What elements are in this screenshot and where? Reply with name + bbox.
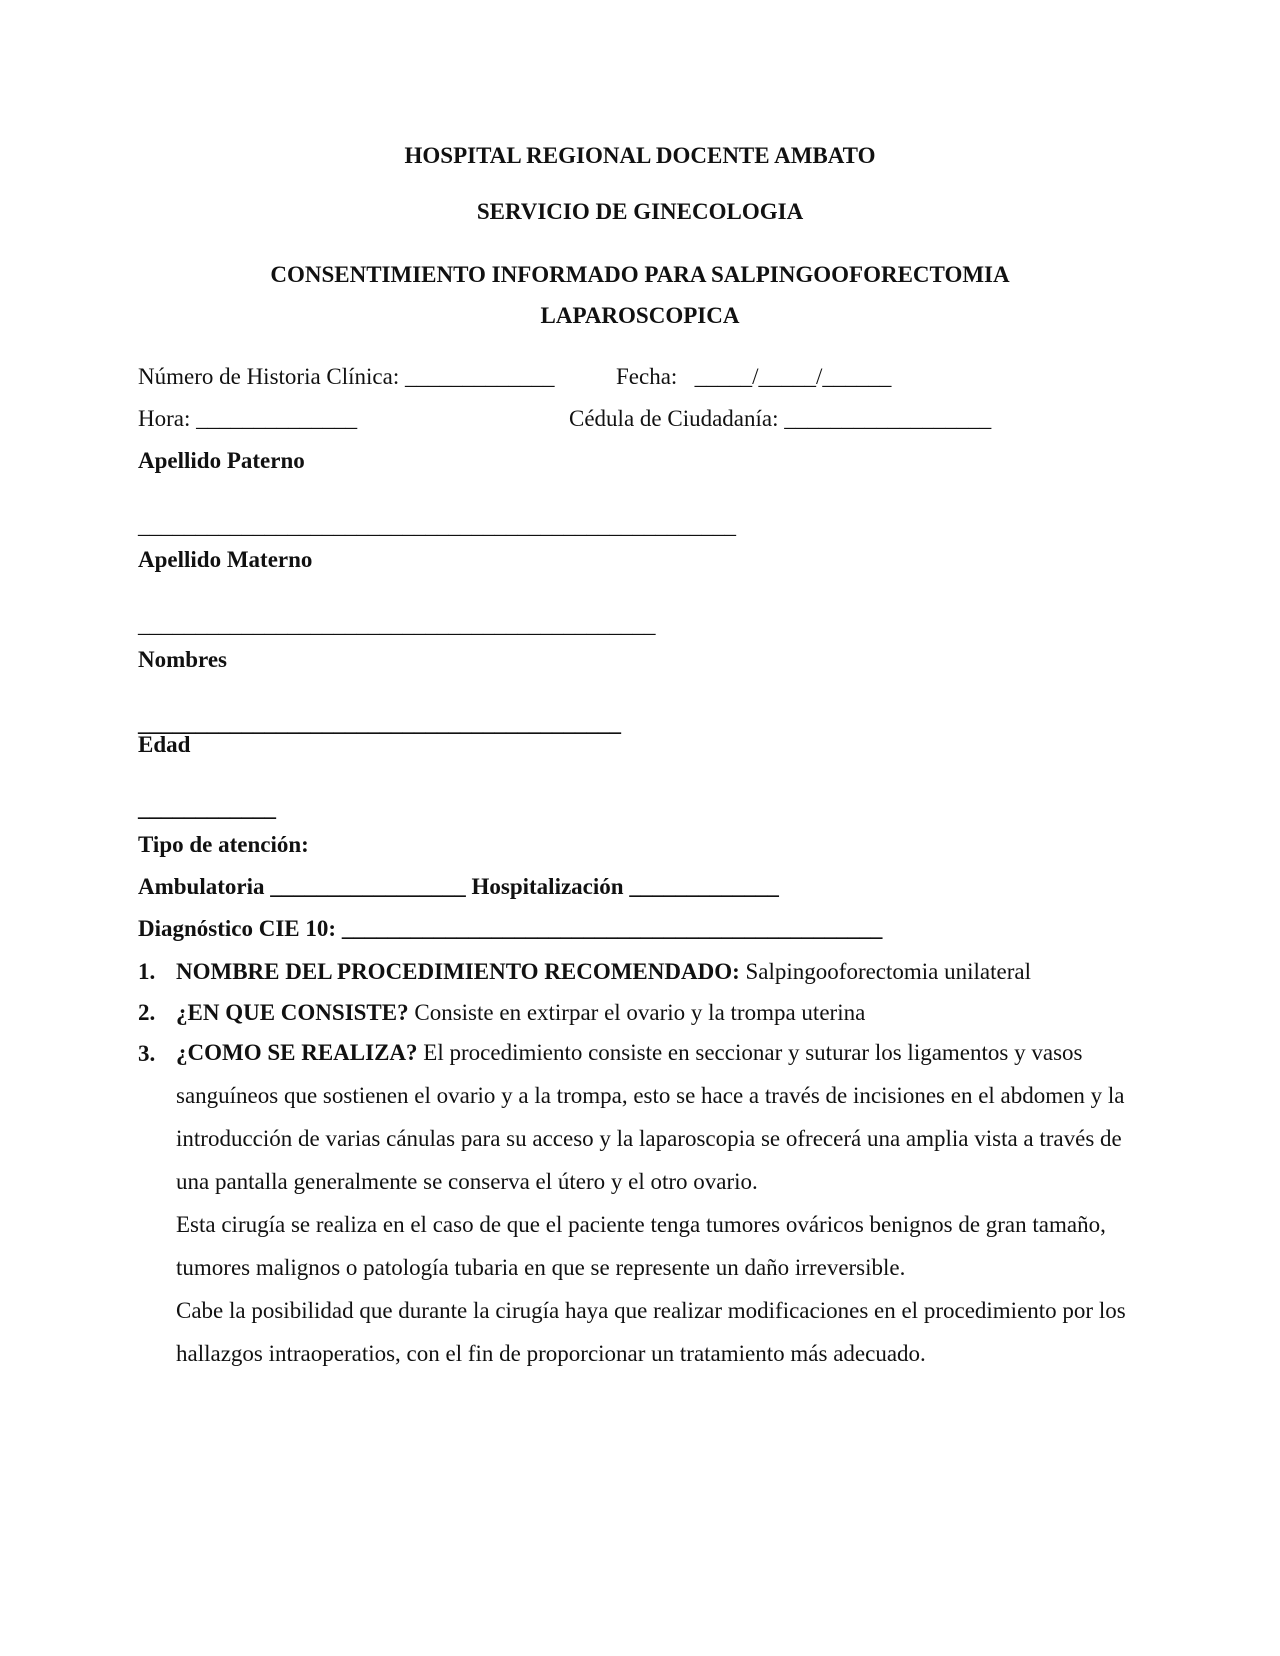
apellido-materno-blank[interactable]: _____________________________________________	[138, 612, 656, 637]
historia-field	[138, 364, 555, 390]
diagnostico-field	[138, 916, 882, 942]
hospital-name: HOSPITAL REGIONAL DOCENTE AMBATO	[404, 143, 876, 168]
section-procedure-name	[176, 959, 1031, 985]
historia-label: Número de Historia Clínica:	[138, 364, 400, 389]
section-paragraph: Cabe la posibilidad que durante la cirugía haya que realizar modificaciones en el procedimiento por los hallazgos intraoperatios, con el fin de proporcionar un tratamiento más adecuado.	[176, 1298, 1126, 1366]
section-heading: NOMBRE DEL PROCEDIMIENTO RECOMENDADO:	[176, 959, 740, 984]
fecha-label: Fecha:	[616, 364, 678, 389]
section-text: Salpingooforectomia unilateral	[745, 959, 1031, 984]
section-paragraph	[176, 1031, 1156, 1203]
cedula-label: Cédula de Ciudadanía:	[569, 406, 779, 431]
section-text: Consiste en extirpar el ovario y la trompa uterina	[414, 1000, 866, 1025]
section-number: 2.	[138, 1000, 156, 1025]
fecha-blank[interactable]: _____/_____/______	[694, 364, 892, 389]
section-how-performed	[176, 1031, 1156, 1375]
cedula-blank[interactable]: __________________	[784, 406, 992, 431]
fecha-field	[616, 364, 891, 390]
hora-field	[138, 406, 357, 432]
section-heading: ¿EN QUE CONSISTE?	[176, 1000, 409, 1025]
hora-label: Hora:	[138, 406, 191, 431]
tipo-atencion-label: Tipo de atención:	[138, 832, 309, 857]
hospitalizacion-label: Hospitalización	[471, 874, 624, 899]
apellido-paterno-label: Apellido Paterno	[138, 448, 305, 473]
ambulatoria-label: Ambulatoria	[138, 874, 265, 899]
apellido-paterno-blank[interactable]: ____________________________________________________	[138, 513, 736, 538]
document-title-line2: LAPAROSCOPICA	[540, 303, 740, 328]
ambulatoria-blank[interactable]: _________________	[270, 874, 466, 899]
section-text: El procedimiento consiste en seccionar y suturar los ligamentos y vasos sanguíneos que sostienen el ovario y a la trompa, esto se hace a través de incisiones en el abdomen y la introducción de varias cánulas para su acceso y la laparoscopia se ofrecerá una amplia vista a través de una pantalla generalmente se conserva el útero y el otro ovario.	[176, 1040, 1125, 1194]
hora-blank[interactable]: ______________	[196, 406, 358, 431]
edad-blank[interactable]: ____________	[138, 796, 276, 821]
diagnostico-label: Diagnóstico CIE 10:	[138, 916, 337, 941]
edad-label: Edad	[138, 732, 191, 757]
apellido-materno-label: Apellido Materno	[138, 547, 313, 572]
service-name: SERVICIO DE GINECOLOGIA	[476, 199, 804, 224]
cedula-field	[569, 406, 991, 432]
nombres-label: Nombres	[138, 647, 228, 672]
historia-blank[interactable]: _____________	[405, 364, 555, 389]
section-heading: ¿COMO SE REALIZA?	[176, 1040, 418, 1065]
section-number: 3.	[138, 1041, 156, 1066]
nombres-blank[interactable]: __________________________________________	[138, 711, 621, 736]
section-paragraph: Esta cirugía se realiza en el caso de que el paciente tenga tumores ováricos benignos de gran tamaño, tumores malignos o patología tubaria en que se represente un daño irreversible.	[176, 1212, 1106, 1280]
document-title-line1: CONSENTIMIENTO INFORMADO PARA SALPINGOOFORECTOMIA	[270, 262, 1010, 287]
section-what-is-it	[176, 1000, 865, 1026]
section-number: 1.	[138, 959, 156, 984]
diagnostico-blank[interactable]: _______________________________________________	[341, 916, 883, 941]
tipo-atencion-options	[138, 874, 779, 900]
hospitalizacion-blank[interactable]: _____________	[629, 874, 779, 899]
